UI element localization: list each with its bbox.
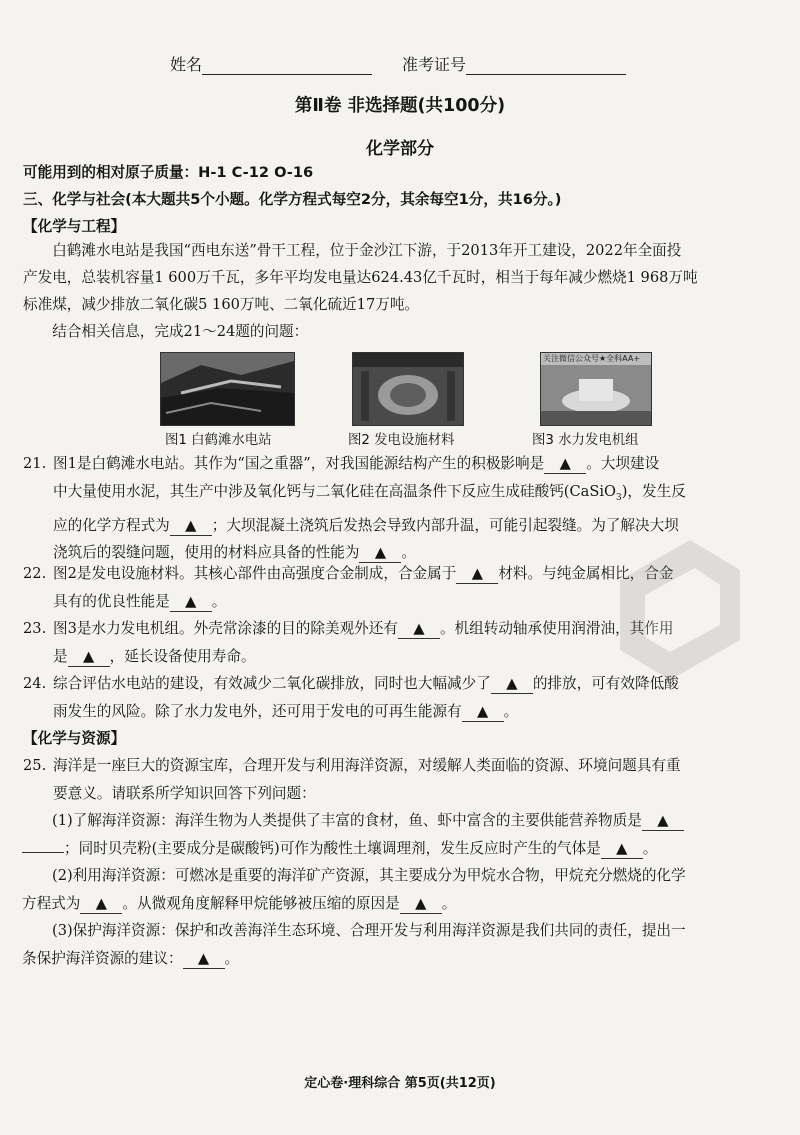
- question-25: [23, 752, 780, 807]
- answer-blank[interactable]: ▲: [462, 703, 504, 722]
- question-text: 图2是发电设施材料。其核心部件由高强度合金制成，合金属于: [53, 565, 457, 582]
- question-text: 。大坝建设: [586, 455, 660, 472]
- question-25-part-1: [52, 807, 780, 862]
- question-text: 的排放，可有效降低酸: [532, 675, 679, 692]
- answer-blank[interactable]: ▲: [398, 620, 440, 639]
- figure-1-dam-photo: [160, 352, 295, 426]
- atomic-mass-note: 可能用到的相对原子质量：H-1 C-12 O-16: [23, 164, 314, 181]
- question-text: 材料。与纯金属相比，合金: [498, 565, 674, 582]
- name-label: 姓名: [170, 55, 203, 74]
- answer-blank-continued[interactable]: [22, 852, 64, 853]
- question-text: )，发生反: [621, 482, 686, 500]
- question-number: 22.: [23, 565, 47, 582]
- question-text: 图3是水力发电机组。外壳常涂漆的目的除美观外还有: [53, 620, 398, 637]
- answer-blank[interactable]: ▲: [170, 517, 212, 536]
- question-number: 23.: [23, 620, 47, 637]
- question-number: 25.: [23, 757, 47, 774]
- question-text: 应的化学方程式为: [53, 516, 170, 534]
- question-text: 浇筑后的裂缝问题，使用的材料应具备的性能为: [53, 544, 360, 562]
- equipment-photo-image: [353, 353, 463, 425]
- question-25-part-2: [22, 862, 780, 917]
- name-field[interactable]: [202, 56, 372, 75]
- answer-blank[interactable]: ▲: [642, 812, 684, 831]
- answer-blank[interactable]: ▲: [491, 675, 533, 694]
- dam-photo-image: [161, 353, 294, 425]
- question-text: 图1是白鹤滩水电站。其作为“国之重器”，对我国能源结构产生的积极影响是: [53, 455, 545, 472]
- question-text: 综合评估水电站的建设，有效减少二氧化碳排放，同时也大幅减少了: [53, 675, 491, 692]
- figure-3-overlay-text: 关注微信公众号★全科AA+: [543, 354, 641, 363]
- section-subtitle: 化学部分: [366, 139, 434, 159]
- question-text: 雨发生的风险。除了水力发电外，还可用于发电的可再生能源有: [53, 702, 462, 720]
- question-text: 。: [503, 702, 519, 720]
- figure-3-caption: 图3 水力发电机组: [532, 433, 639, 448]
- question-text: 方程式为: [22, 894, 81, 912]
- answer-blank[interactable]: ▲: [80, 895, 122, 914]
- answer-blank[interactable]: ▲: [183, 950, 225, 969]
- page-footer: 定心卷·理科综合 第5页(共12页): [304, 1076, 496, 1091]
- question-text: 要意义。请联系所学知识回答下列问题：: [53, 784, 316, 802]
- figure-3-generator-photo: [540, 352, 652, 426]
- question-text: 是: [53, 647, 68, 665]
- question-text: 。从微观角度解释甲烷能够被压缩的原因是: [122, 894, 400, 912]
- answer-blank[interactable]: ▲: [601, 840, 643, 859]
- question-text: 具有的优良性能是: [53, 592, 170, 610]
- question-text: 。: [441, 894, 457, 912]
- answer-blank[interactable]: ▲: [170, 593, 212, 612]
- question-text: ；大坝混凝土浇筑后发热会导致内部升温，可能引起裂缝。为了解决大坝: [211, 516, 679, 534]
- exam-number-field[interactable]: [466, 56, 626, 75]
- watermark-logo: [600, 520, 750, 690]
- answer-blank[interactable]: ▲: [544, 455, 586, 474]
- passage-line: 标准煤，减少排放二氧化碳5 160万吨、二氧化硫近17万吨。: [23, 296, 420, 313]
- question-text: 。: [401, 544, 417, 562]
- question-number: 24.: [23, 675, 47, 692]
- subscript: 3: [615, 492, 622, 503]
- answer-blank[interactable]: ▲: [68, 648, 110, 667]
- figure-2-caption: 图2 发电设施材料: [348, 433, 455, 448]
- question-text: 中大量使用水泥，其生产中涉及氧化钙与二氧化硅在高温条件下反应生成硅酸钙(CaSiO: [53, 482, 616, 500]
- passage-instruction: 结合相关信息，完成21～24题的问题：: [52, 323, 309, 340]
- passage-line: 白鹤滩水电站是我国“西电东送”骨干工程，位于金沙江下游，于2013年开工建设，2022年全面投: [52, 242, 682, 259]
- question-number: 21.: [23, 455, 47, 472]
- question-text: (1)了解海洋资源：海洋生物为人类提供了丰富的食材，鱼、虾中富含的主要供能营养物质是: [52, 812, 642, 829]
- question-text: 。机组转动轴承使用润滑油，其作用: [439, 620, 674, 637]
- passage-line: 产发电，总装机容量1 600万千瓦，多年平均发电量达624.43亿千瓦时，相当于每年减少燃烧1 968万吨: [23, 269, 698, 286]
- answer-blank[interactable]: ▲: [400, 895, 442, 914]
- question-text: 。: [642, 839, 658, 857]
- question-text: 海洋是一座巨大的资源宝库，合理开发与利用海洋资源，对缓解人类面临的资源、环境问题具有重: [53, 757, 681, 774]
- question-text: ；同时贝壳粉(主要成分是碳酸钙)可作为酸性土壤调理剂，发生反应时产生的气体是: [64, 839, 601, 857]
- exam-number-label: 准考证号: [402, 55, 467, 74]
- figure-1-caption: 图1 白鹤滩水电站: [165, 433, 272, 448]
- question-text: 条保护海洋资源的建议：: [22, 949, 183, 967]
- figure-2-equipment-photo: [352, 352, 464, 426]
- answer-blank[interactable]: ▲: [359, 544, 401, 563]
- header-row: [170, 52, 626, 75]
- section-three-heading: 三、化学与社会(本大题共5个小题。化学方程式每空2分，其余每空1分，共16分。): [23, 191, 562, 208]
- engineering-passage: [23, 237, 780, 345]
- resources-heading: 【化学与资源】: [23, 730, 126, 747]
- question-text: ，延长设备使用寿命。: [109, 647, 256, 665]
- answer-blank[interactable]: ▲: [456, 565, 498, 584]
- question-text: 。: [211, 592, 227, 610]
- question-text: (2)利用海洋资源：可燃冰是重要的海洋矿产资源，其主要成分为甲烷水合物，甲烷充分燃烧的化学: [52, 867, 686, 884]
- question-text: 。: [224, 949, 240, 967]
- question-25-part-3: [22, 917, 780, 972]
- page-title: 第Ⅱ卷 非选择题(共100分): [294, 96, 506, 116]
- question-text: (3)保护海洋资源：保护和改善海洋生态环境、合理开发与利用海洋资源是我们共同的责任，提出一: [52, 922, 686, 939]
- engineering-heading: 【化学与工程】: [23, 218, 126, 235]
